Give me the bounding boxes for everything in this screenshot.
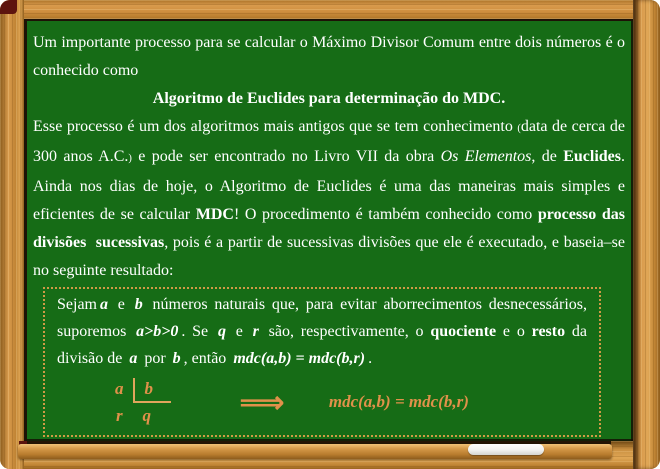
frame-plank-right	[633, 0, 660, 469]
quotient-q: q	[142, 406, 151, 425]
dividend-a: a	[115, 379, 124, 398]
conclusion-formula: mdc(a,b) = mdc(b,r)	[328, 392, 469, 411]
remainder-r: r	[115, 406, 123, 425]
intro-paragraph: Um importante processo para se calcular o Máximo Divisor Comum entre dois números é o conhecido como	[33, 34, 625, 79]
implies-arrow-icon: ⟹	[239, 383, 285, 421]
history-paragraph: Esse processo é um dos algoritmos mais antigos que se tem conhecimento (data de cerca de 300 anos A.C.) e pode ser encontrado no Livro VII da obra Os Elementos, de Euclides. Ainda nos dias de hoje, o Algoritmo de Euclides é uma das maneiras mais simples e eficientes de se calcular MDC! O procedimento é também conhecido como processo das divisões sucessivas, pois é a partir de sucessivas divisões que ele é executado, e baseia–se no seguinte resultado:	[33, 118, 626, 279]
chalkboard	[24, 19, 633, 441]
theorem-box	[43, 287, 601, 437]
divisor-b: b	[133, 378, 172, 403]
theorem-statement: Sejam a e b números naturais que, para evitar aborrecimentos desnecessários, suporemos a>b>0 . Se q e r são, respectivamente, o quociente e o resto da divisão de a por b , então mdc(a,b) = mdc(b,r) .	[57, 296, 588, 367]
slide-title: Algoritmo de Euclides para determinação do MDC.	[152, 90, 506, 107]
division-example-row	[115, 377, 587, 427]
chalk-stick	[468, 444, 544, 455]
frame-plank-left	[0, 0, 24, 469]
division-diagram	[115, 378, 171, 426]
corner-accent-top-left	[0, 0, 17, 14]
frame-plank-top	[0, 0, 660, 21]
